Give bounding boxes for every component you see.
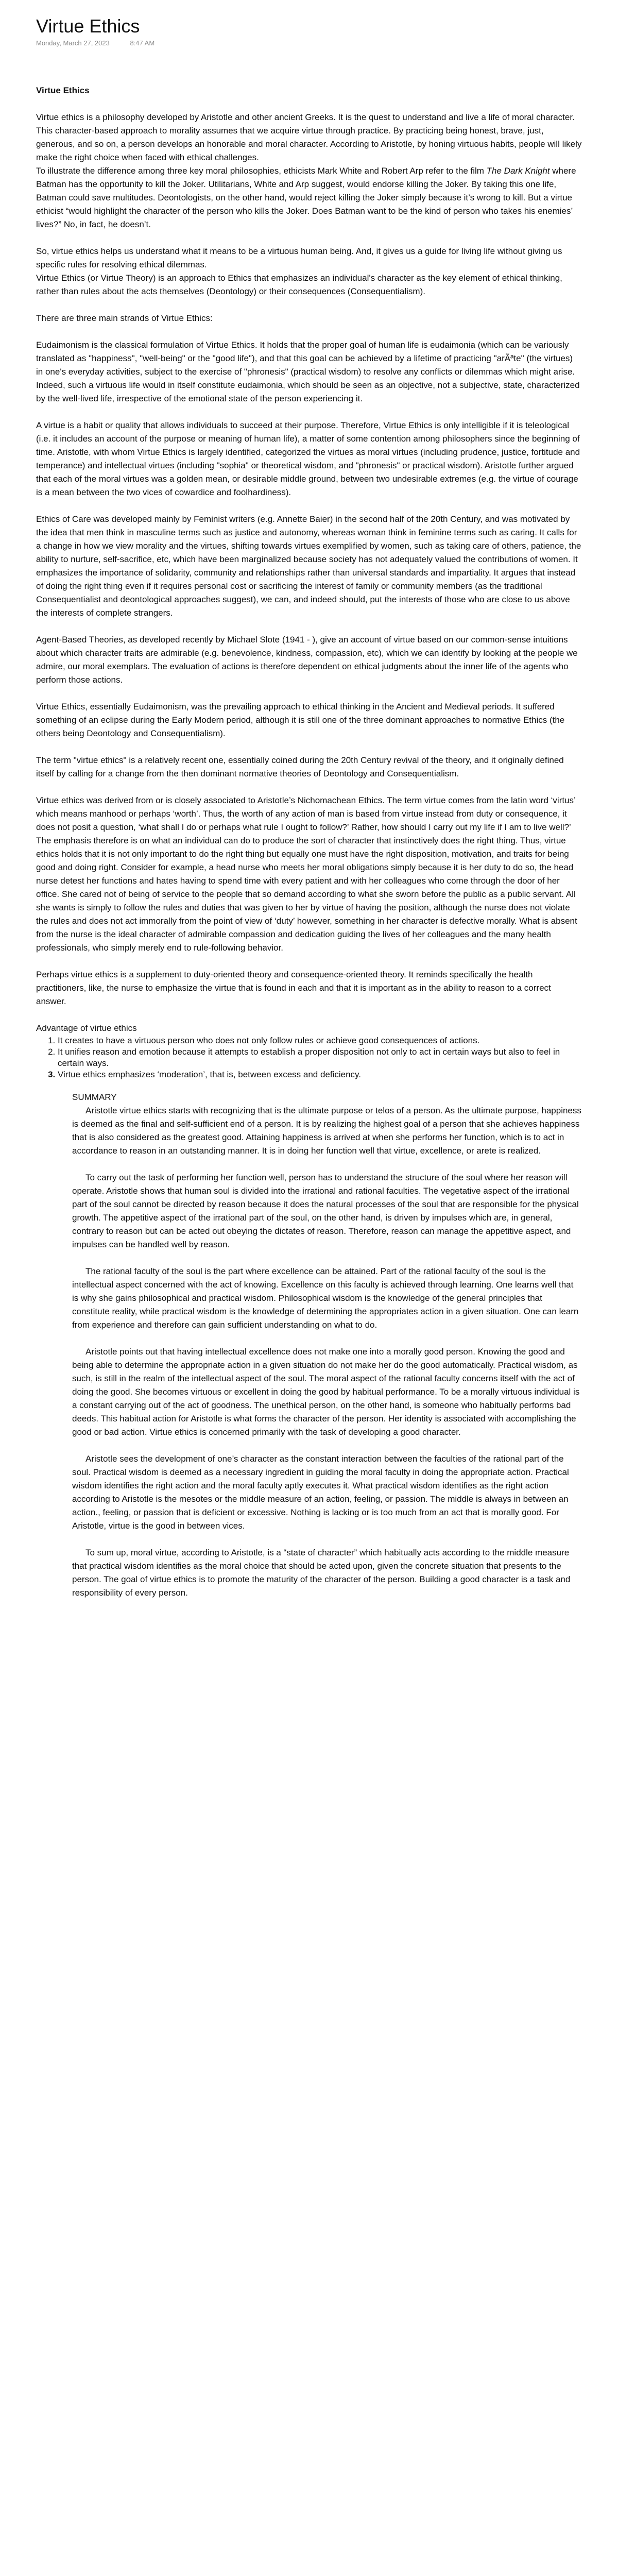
summary-paragraph: Aristotle sees the development of one’s character as the constant interaction between the faculties of the rational part of the soul. Practical wisdom is deemed as a necessary ingredient in guiding the moral faculty in doing the appropriate action. Practical wisdom identifies the right action and the moral faculty aptly executes it. What practical wisdom identifies as the right action according to Aristotle is the mesotes or the middle measure of an action, feeling, or passion. The middle is always in between an action., feeling, or passion that is deficient or excessive. Nothing is lacking or is too much from an act that is morally good. For Aristotle, virtue is the good in between vices. (72, 1454, 569, 1531)
advantages-heading: Advantage of virtue ethics (36, 1023, 137, 1033)
note-date: Monday, March 27, 2023 (36, 39, 110, 47)
note-body[interactable] (36, 84, 582, 1600)
note-meta (36, 39, 582, 47)
summary-paragraph: To sum up, moral virtue, according to Aristotle, is a “state of character” which habitually acts according to the middle measure that practical wisdom identifies as the moral choice that should be acted upon, given the concrete situation that presents to the person. The goal of virtue ethics is to promote the maturity of the character of the person. Building a good character is a task and responsibility of every person. (72, 1548, 571, 1598)
summary-label: SUMMARY (72, 1092, 117, 1102)
summary-paragraph: The rational faculty of the soul is the part where excellence can be attained. Part of the rational faculty of the soul is the intellectual aspect concerned with the act of knowing. Excellence on this faculty is achieved through learning. One learns well that is why she gains philosophical and practical wisdom. Philosophical wisdom is the knowledge of the general principles that constitute reality, while practical wisdom is the knowledge of determining the appropriates action in a given situation. One can learn from experience and therefore can gain sufficient understanding on what to do. (72, 1266, 579, 1330)
list-item: 3. Virtue ethics emphasizes ‘moderation’, that is, between excess and deficiency. (58, 1069, 582, 1080)
paragraph: Agent-Based Theories, as developed recently by Michael Slote (1941 - ), give an account of virtue based on our common-sense intuitions about which character traits are admirable (e.g. benevolence, kindness, compassion, etc), which we can identify by looking at the people we admire, our moral exemplars. The evaluation of actions is therefore dependent on ethical judgments about the inner life of the agents who perform those actions. (36, 635, 578, 685)
paragraph (36, 164, 582, 231)
paragraph: So, virtue ethics helps us understand what it means to be a virtuous human being. And, it gives us a guide for living life without giving us specific rules for resolving ethical dilemmas. (36, 246, 562, 269)
paragraph: This character-based approach to morality assumes that we acquire virtue through practice. By practicing being honest, brave, just, generous, and so on, a person develops an honorable and moral character. According to Aristotle, by honing virtuous habits, people will likely make the right choice when faced with ethical challenges. (36, 126, 582, 162)
summary-section (36, 1091, 582, 1600)
summary-paragraph: Aristotle virtue ethics starts with recognizing that is the ultimate purpose or telos of a person. As the ultimate purpose, happiness is deemed as the final and self-sufficient end of a person. It is by realizing the highest goal of a person that she achieves happiness that is also considered as the greatest good. Attaining happiness is arrived at when she performs her function, which is to act in accordance to reason in an outstanding manner. It is in doing her function well that virtue, excellence, or arete is realized. (72, 1106, 581, 1156)
paragraph: Eudaimonism is the classical formulation of Virtue Ethics. It holds that the proper goal of human life is eudaimonia (which can be variously translated as "happiness", "well-being" or the "good life"), and that this goal can be achieved by a lifetime of practicing "arÃªte" (the virtues) in one's everyday activities, subject to the exercise of "phronesis" (practical wisdom) to resolve any conflicts or dilemmas which might arise. Indeed, such a virtuous life would in itself constitute eudaimonia, which should be seen as an objective, not a subjective, state, characterized by the well-lived life, irrespective of the emotional state of the person experiencing it. (36, 340, 580, 403)
text-run: To illustrate the difference among three key moral philosophies, ethicists Mark White and Robert Arp refer to the film (36, 166, 487, 176)
section-heading: Virtue Ethics (36, 86, 90, 95)
summary-paragraph: To carry out the task of performing her function well, person has to understand the structure of the soul where her reason will operate. Aristotle shows that human soul is divided into the irrational and rational faculties. The vegetative aspect of the irrational part of the soul cannot be directed by reason because it does the natural processes of the soul that are responsible for the physical growth. The appetitive aspect of the irrational part of the soul, on the other hand, is driven by impulses which are, in general, contrary to reason but can be acted out obeying the dictates of reason. Therefore, reason can manage the appetitive aspect, and impulses can be handled well by reason. (72, 1173, 579, 1249)
paragraph: The term "virtue ethics" is a relatively recent one, essentially coined during the 20th Century revival of the theory, and it originally defined itself by calling for a change from the then dominant normative theories of Deontology and Consequentialism. (36, 755, 564, 778)
note-time: 8:47 AM (130, 39, 155, 47)
note-title[interactable]: Virtue Ethics (36, 15, 140, 37)
list-item: 2. It unifies reason and emotion because it attempts to establish a proper disposition not only to act in certain ways but also to feel in certain ways. (58, 1046, 582, 1069)
text-run: where Batman has the opportunity to kill the Joker. Utilitarians, White and Arp suggest, would endorse killing the Joker. By taking this one life, Batman could save multitudes. Deontologists, on the other hand, would reject killing the Joker simply because it’s wrong to kill. But a virtue ethicist “would highlight the character of the person who kills the Joker. Does Batman want to be the kind of person who takes his enemies’ lives?” No, in fact, he doesn’t. (36, 166, 576, 229)
summary-paragraph: Aristotle points out that having intellectual excellence does not make one into a morally good person. Knowing the good and being able to determine the appropriate action in a given situation do not make her do the good automatically. Practical wisdom, as such, is still in the realm of the intellectual aspect of the soul. The moral aspect of the rational faculty concerns itself with the act of doing the good. She becomes virtuous or excellent in doing the good by habitual performance. To be a morally virtuous individual is a constant carrying out of the act of goodness. The unethical person, on the other hand, is someone who habitually performs bad deeds. This habitual action for Aristotle is what forms the character of the person. Her identity is associated with accomplishing the good or bad action. Virtue ethics is concerned primarily with the task of developing a good character. (72, 1347, 580, 1437)
advantages-list (36, 1035, 582, 1080)
film-title: The Dark Knight (486, 166, 550, 176)
paragraph: There are three main strands of Virtue Ethics: (36, 313, 213, 323)
paragraph: Virtue Ethics, essentially Eudaimonism, was the prevailing approach to ethical thinking in the Ancient and Medieval periods. It suffered something of an eclipse during the Early Modern period, although it is still one of the three dominant approaches to normative Ethics (the others being Deontology and Consequentialism). (36, 702, 565, 738)
paragraph: A virtue is a habit or quality that allows individuals to succeed at their purpose. Therefore, Virtue Ethics is only intelligible if it is teleological (i.e. it includes an account of the purpose or meaning of human life), a matter of some contention among philosophers since the beginning of time. Aristotle, with whom Virtue Ethics is largely identified, categorized the virtues as moral virtues (including prudence, justice, fortitude and temperance) and intellectual virtues (including "sophia" or theoretical wisdom, and "phronesis" or practical wisdom). Aristotle further argued that each of the moral virtues was a golden mean, or desirable middle ground, between two undesirable extremes (e.g. the virtue of courage is a mean between the two vices of cowardice and foolhardiness). (36, 420, 580, 497)
paragraph: Ethics of Care was developed mainly by Feminist writers (e.g. Annette Baier) in the second half of the 20th Century, and was motivated by the idea that men think in masculine terms such as justice and autonomy, whereas woman think in feminine terms such as caring. It calls for a change in how we view morality and the virtues, shifting towards virtues exemplified by women, such as taking care of others, patience, the ability to nurture, self-sacrifice, etc, which have been marginalized because society has not adequately valued the contributions of women. It emphasizes the importance of solidarity, community and relationships rather than universal standards and impartiality. It argues that instead of doing the right thing even if it requires personal cost or sacrificing the interest of family or community members (as the traditional Consequentialist and deontological approaches suggest), we can, and indeed should, put the interests of those who are close to us above the interests of complete strangers. (36, 514, 581, 618)
paragraph: Virtue ethics was derived from or is closely associated to Aristotle’s Nichomachean Ethics. The term virtue comes from the latin word ‘virtus’ which means manhood or perhaps ‘worth’. Thus, the worth of any action of man is based from virtue instead from duty or consequence, it does not posit a question, ‘what shall I do or perhaps what rule I ought to follow?’ Rather, how should I carry out my life if I am to live well?’ The emphasis therefore is on what an individual can do to produce the sort of character that instinctively does the right thing. Thus, virtue ethics holds that it is not only important to do the right thing but equally one must have the right disposition, motivation, and traits for being good and doing right. Consider for example, a head nurse who meets her moral obligations simply because it is her duty to do so, the head nurse detest her functions and hates having to spend time with every patient and with her colleagues who come through the door of her office. She cared not of being of service to the people that so demand according to what she sworn before the public as a public servant. All she wants is simply to follow the rules and duties that was given to her by virtue of having the position, although the nurse does not violate the rules and does not act immorally from the point of view of ‘duty’ however, something in her character is defective morally. What is absent from the nurse is the ideal character of admirable compassion and dedication guiding the lives of her colleagues and the many health professionals, who simply merely end to rule-following behavior. (36, 795, 577, 953)
paragraph: Virtue Ethics (or Virtue Theory) is an approach to Ethics that emphasizes an individual's character as the key element of ethical thinking, rather than rules about the acts themselves (Deontology) or their consequences (Consequentialism). (36, 273, 562, 296)
paragraph: Perhaps virtue ethics is a supplement to duty-oriented theory and consequence-oriented theory. It reminds specifically the health practitioners, like, the nurse to emphasize the virtue that is found in each and that it is important as in the ability to reason to a correct answer. (36, 970, 551, 1006)
paragraph: Virtue ethics is a philosophy developed by Aristotle and other ancient Greeks. It is the quest to understand and live a life of moral character. (36, 112, 575, 122)
list-item: 1. It creates to have a virtuous person who does not only follow rules or achieve good consequences of actions. (58, 1035, 582, 1046)
